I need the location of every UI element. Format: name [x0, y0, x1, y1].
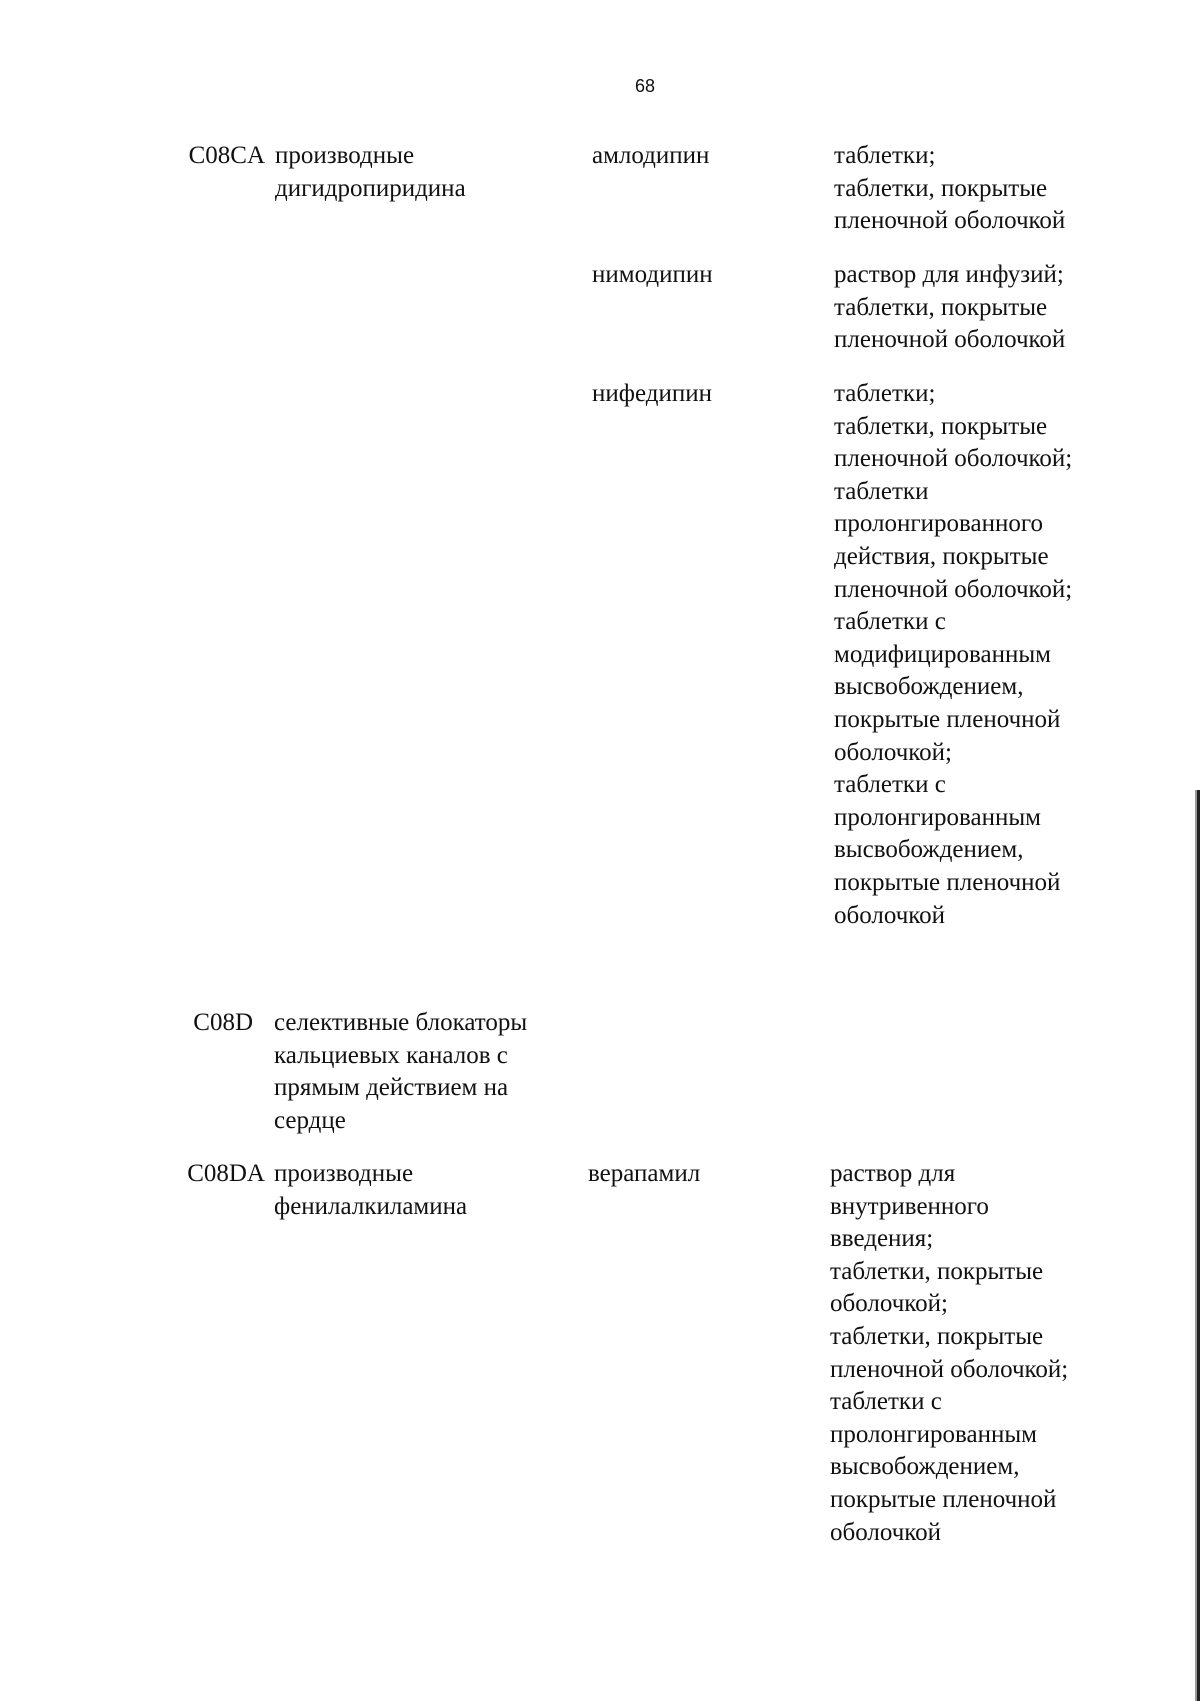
drug-name-amlodipine: амлодипин: [592, 142, 710, 169]
atc-code-c08da: C08DA: [187, 1160, 265, 1187]
dosage-form-line: высвобождением,: [830, 1453, 1020, 1481]
dosage-form-line: таблетки, покрытые: [834, 293, 1048, 321]
dosage-form-line: пленочной оболочкой: [834, 207, 1066, 235]
dosage-form-line: пленочной оболочкой;: [834, 575, 1073, 603]
dosage-form-line: пролонгированным: [830, 1420, 1037, 1448]
dosage-form-line: таблетки, покрытые: [834, 174, 1048, 202]
dosage-form-line: раствор для инфузий;: [834, 261, 1064, 288]
dosage-form-line: модифицированным: [834, 640, 1051, 668]
dosage-form-line: таблетки;: [834, 142, 936, 169]
dosage-form-line: таблетки с: [834, 771, 946, 799]
dosage-form-line: оболочкой;: [834, 738, 952, 766]
dosage-form-line: высвобождением,: [834, 836, 1024, 864]
dosage-forms-nimodipine: [834, 259, 1065, 357]
group-name-line: фенилалкиламина: [274, 1192, 468, 1220]
group-name-line: сердце: [274, 1106, 346, 1134]
group-name-line: прямым действием на: [274, 1074, 509, 1102]
group-name-line: производные: [274, 1160, 414, 1187]
drug-name-nimodipine: нимодипин: [592, 261, 713, 288]
dosage-form-line: таблетки, покрытые: [834, 412, 1048, 440]
dosage-form-line: пленочной оболочкой;: [830, 1355, 1069, 1383]
dosage-form-line: покрытые пленочной: [834, 705, 1061, 733]
dosage-form-line: покрытые пленочной: [834, 868, 1061, 896]
drug-name-nifedipine: нифедипин: [592, 380, 712, 407]
dosage-forms-verapamil: [830, 1158, 1068, 1549]
dosage-form-line: таблетки: [834, 477, 929, 505]
atc-code-c08d: C08D: [193, 1009, 253, 1036]
group-name-line: производные: [275, 142, 415, 169]
dosage-form-line: раствор для: [830, 1160, 956, 1187]
group-name-line: дигидропиридина: [275, 174, 466, 202]
group-name-line: селективные блокаторы: [274, 1009, 528, 1036]
dosage-forms-nifedipine: [834, 378, 1072, 932]
dosage-form-line: пролонгированным: [834, 803, 1041, 831]
dosage-form-line: оболочкой: [834, 901, 946, 929]
group-name-c08da: [274, 1158, 467, 1223]
dosage-form-line: таблетки, покрытые: [830, 1322, 1044, 1350]
dosage-form-line: внутривенного: [830, 1192, 989, 1220]
dosage-form-line: таблетки с: [830, 1388, 942, 1416]
dosage-form-line: покрытые пленочной: [830, 1485, 1057, 1513]
dosage-form-line: таблетки, покрытые: [830, 1257, 1044, 1285]
group-name-line: кальциевых каналов с: [274, 1041, 508, 1069]
dosage-form-line: действия, покрытые: [834, 542, 1049, 570]
dosage-form-line: оболочкой: [830, 1518, 942, 1546]
dosage-form-line: таблетки с: [834, 608, 946, 636]
dosage-form-line: таблетки;: [834, 380, 936, 407]
dosage-form-line: высвобождением,: [834, 673, 1024, 701]
drug-name-verapamil: верапамил: [588, 1160, 701, 1187]
dosage-form-line: пленочной оболочкой;: [834, 445, 1073, 473]
group-name-c08d: [274, 1007, 527, 1137]
dosage-form-line: пролонгированного: [834, 510, 1043, 538]
dosage-form-line: введения;: [830, 1225, 934, 1253]
group-name-c08ca: [275, 140, 466, 205]
dosage-form-line: оболочкой;: [830, 1290, 948, 1318]
dosage-forms-amlodipine: [834, 140, 1065, 238]
dosage-form-line: пленочной оболочкой: [834, 326, 1066, 354]
page-number: 68: [634, 76, 656, 96]
atc-code-c08ca: C08CA: [188, 142, 265, 169]
